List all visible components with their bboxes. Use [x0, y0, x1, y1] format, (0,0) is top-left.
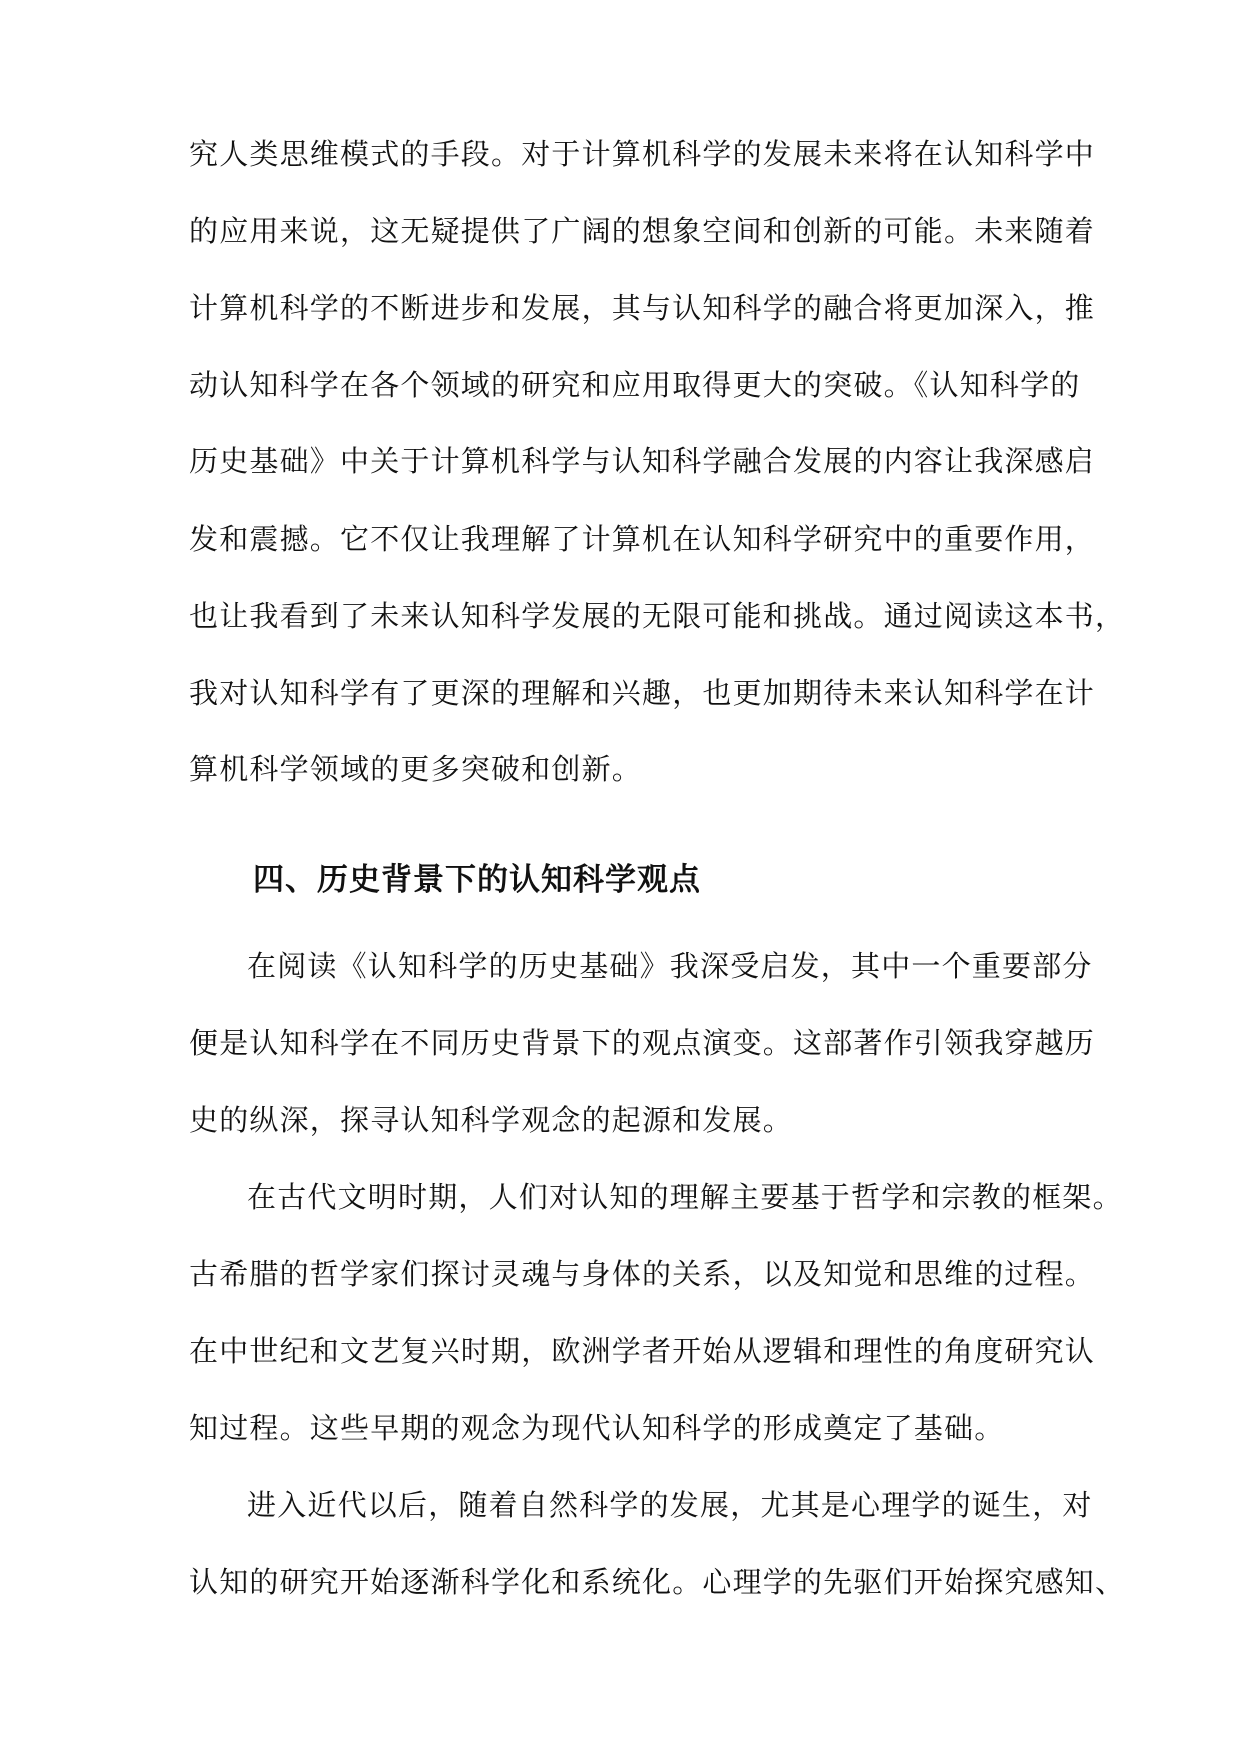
text-line: 认知的研究开始逐渐科学化和系统化。心理学的先驱们开始探究感知、 [189, 1565, 1126, 1599]
text-line: 在阅读《认知科学的历史基础》我深受启发，其中一个重要部分 [247, 949, 1093, 983]
text-line: 历史基础》中关于计算机科学与认知科学融合发展的内容让我深感启 [189, 444, 1096, 478]
text-line: 便是认知科学在不同历史背景下的观点演变。这部著作引领我穿越历 [189, 1026, 1096, 1060]
text-line: 在中世纪和文艺复兴时期，欧洲学者开始从逻辑和理性的角度研究认 [189, 1334, 1096, 1368]
text-line: 进入近代以后，随着自然科学的发展，尤其是心理学的诞生，对 [247, 1488, 1093, 1522]
text-line: 也让我看到了未来认知科学发展的无限可能和挑战。通过阅读这本书， [189, 599, 1126, 633]
text-line: 我对认知科学有了更深的理解和兴趣，也更加期待未来认知科学在计 [189, 676, 1096, 710]
text-line: 的应用来说，这无疑提供了广阔的想象空间和创新的可能。未来随着 [189, 214, 1096, 248]
text-line: 古希腊的哲学家们探讨灵魂与身体的关系，以及知觉和思维的过程。 [189, 1257, 1096, 1291]
text-line: 在古代文明时期，人们对认知的理解主要基于哲学和宗教的框架。 [247, 1180, 1123, 1214]
text-line: 知过程。这些早期的观念为现代认知科学的形成奠定了基础。 [189, 1411, 1005, 1445]
text-line: 算机科学领域的更多突破和创新。 [189, 752, 643, 786]
text-line: 发和震撼。它不仅让我理解了计算机在认知科学研究中的重要作用， [189, 522, 1096, 556]
text-line: 动认知科学在各个领域的研究和应用取得更大的突破。《认知科学的 [189, 368, 1081, 402]
text-line: 史的纵深，探寻认知科学观念的起源和发展。 [189, 1103, 794, 1137]
text-line: 计算机科学的不断进步和发展，其与认知科学的融合将更加深入，推 [189, 291, 1096, 325]
section-heading: 四、历史背景下的认知科学观点 [253, 862, 701, 898]
text-line: 究人类思维模式的手段。对于计算机科学的发展未来将在认知科学中 [189, 137, 1096, 171]
